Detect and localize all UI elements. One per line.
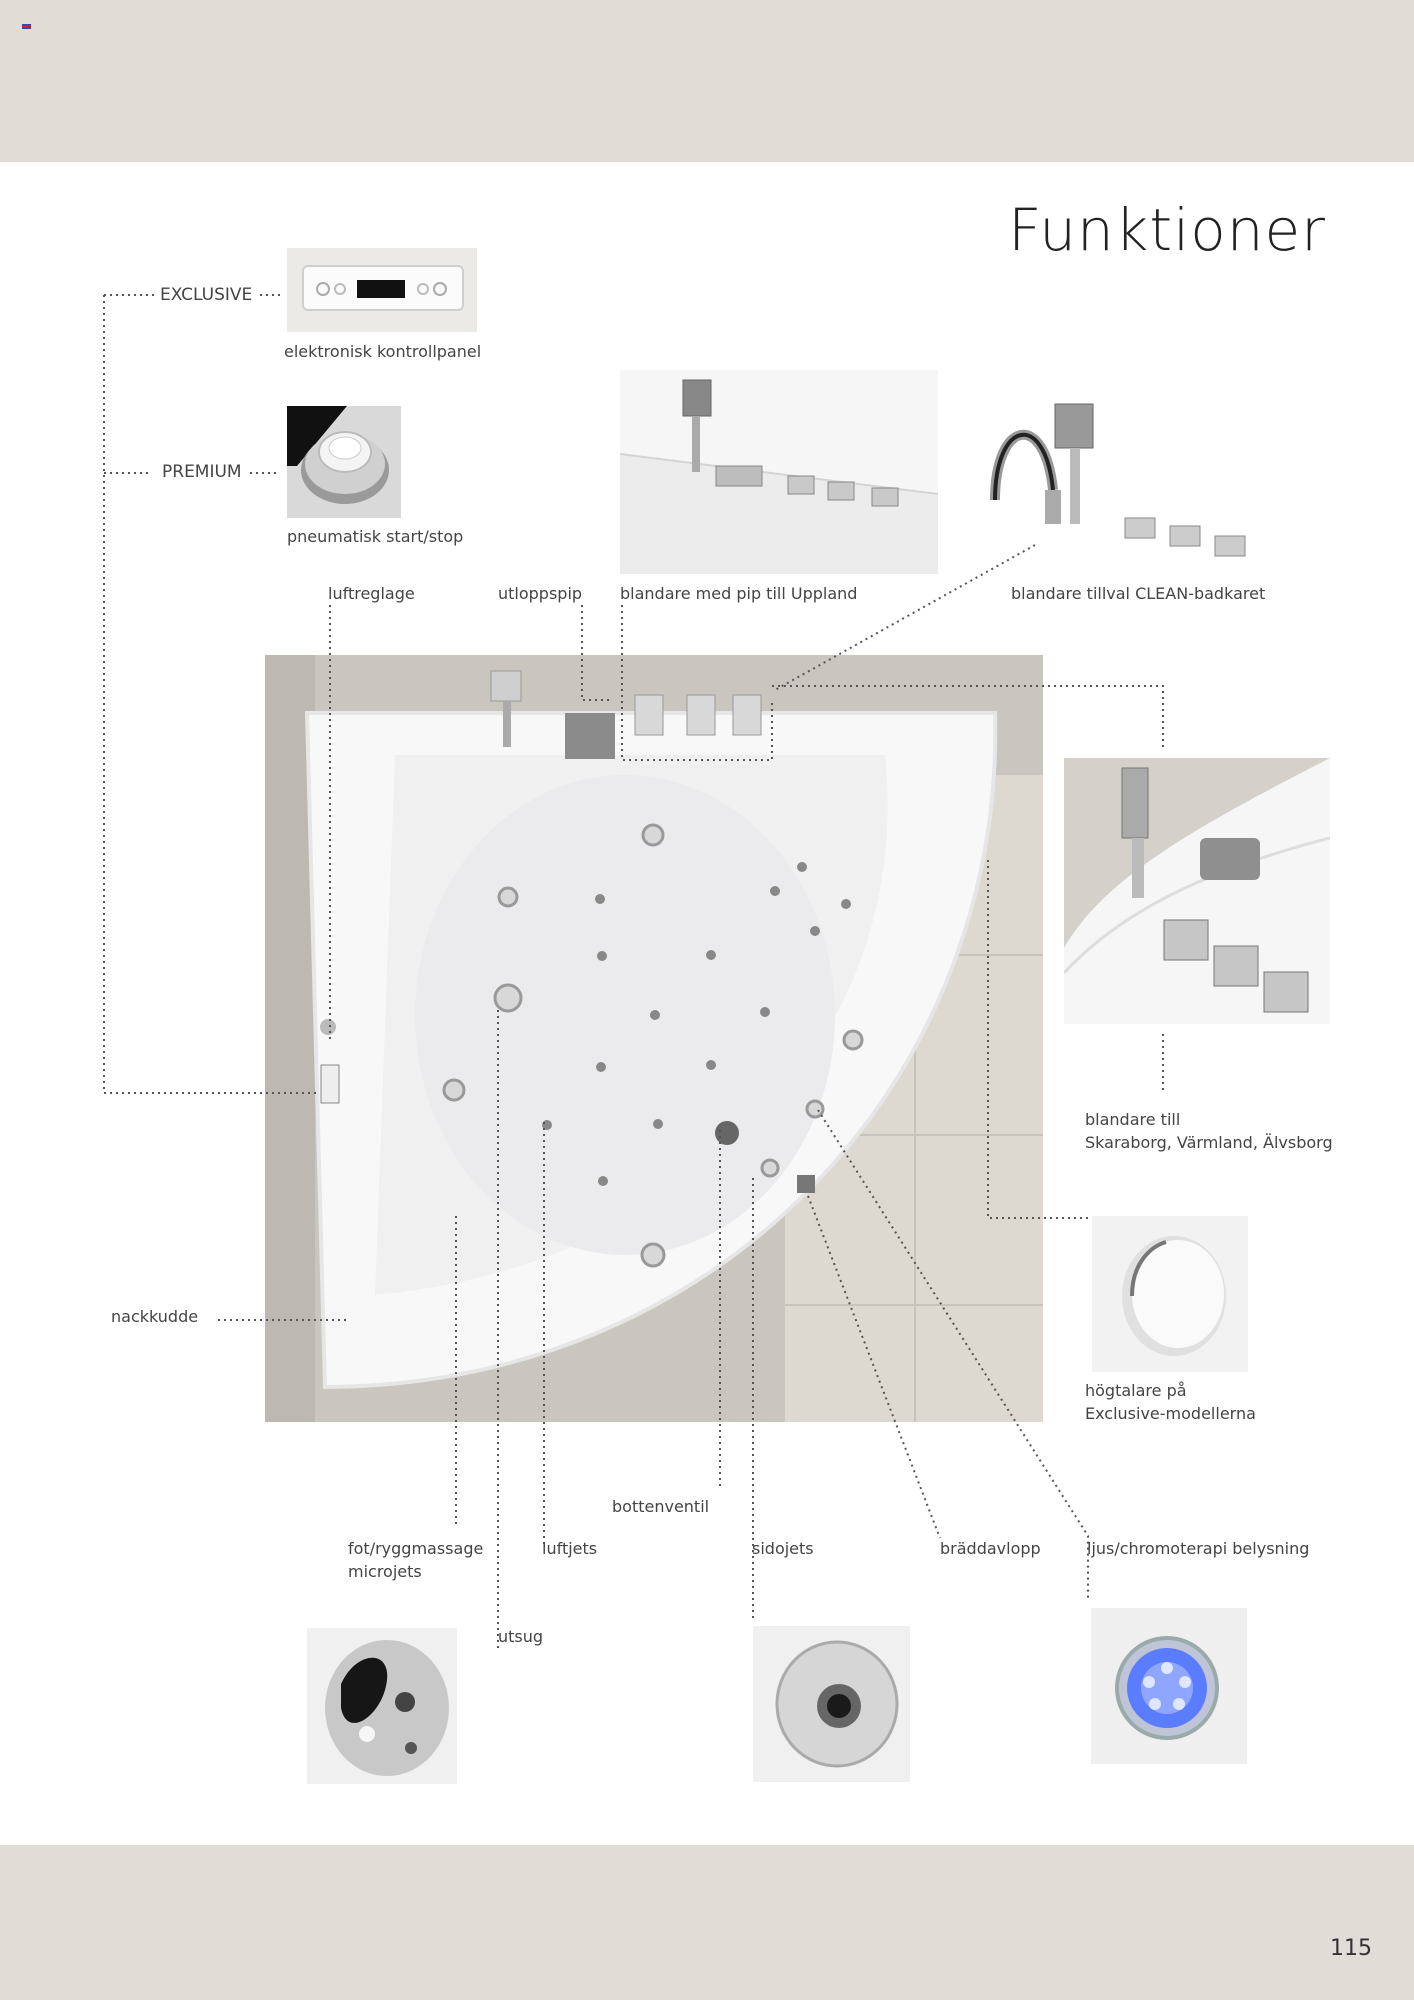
label-microjets-line1: fot/ryggmassage — [348, 1539, 484, 1558]
label-mixer-skaraborg-line1: blandare till — [1085, 1110, 1181, 1129]
footer-band — [0, 1845, 1414, 2000]
label-premium: PREMIUM — [162, 462, 242, 482]
label-mixer-uppland: blandare med pip till Uppland — [620, 584, 858, 603]
label-headrest: nackkudde — [111, 1307, 199, 1326]
label-mixer-clean: blandare tillval CLEAN-badkaret — [1011, 584, 1266, 603]
label-microjets-line2: microjets — [348, 1562, 422, 1581]
page-number: 115 — [1330, 1936, 1372, 1961]
label-air-jets: luftjets — [542, 1539, 598, 1558]
label-pneumatic: pneumatisk start/stop — [287, 527, 464, 546]
label-bottom-valve: bottenventil — [612, 1497, 710, 1516]
label-speaker-line2: Exclusive-modellerna — [1085, 1404, 1256, 1423]
label-speaker-line1: högtalare på — [1085, 1381, 1187, 1400]
label-air-regulator: luftreglage — [328, 584, 415, 603]
label-spout: utloppspip — [498, 584, 583, 603]
page-title: Funktioner — [1008, 196, 1326, 264]
label-side-jets: sidojets — [752, 1539, 814, 1558]
label-suction: utsug — [498, 1627, 544, 1646]
label-control-panel: elektronisk kontrollpanel — [284, 342, 482, 361]
label-light: ljus/chromoterapi belysning — [1087, 1539, 1310, 1558]
label-mixer-skaraborg-line2: Skaraborg, Värmland, Älvsborg — [1085, 1133, 1333, 1152]
label-overflow: bräddavlopp — [940, 1539, 1041, 1558]
label-exclusive: EXCLUSIVE — [160, 285, 253, 305]
